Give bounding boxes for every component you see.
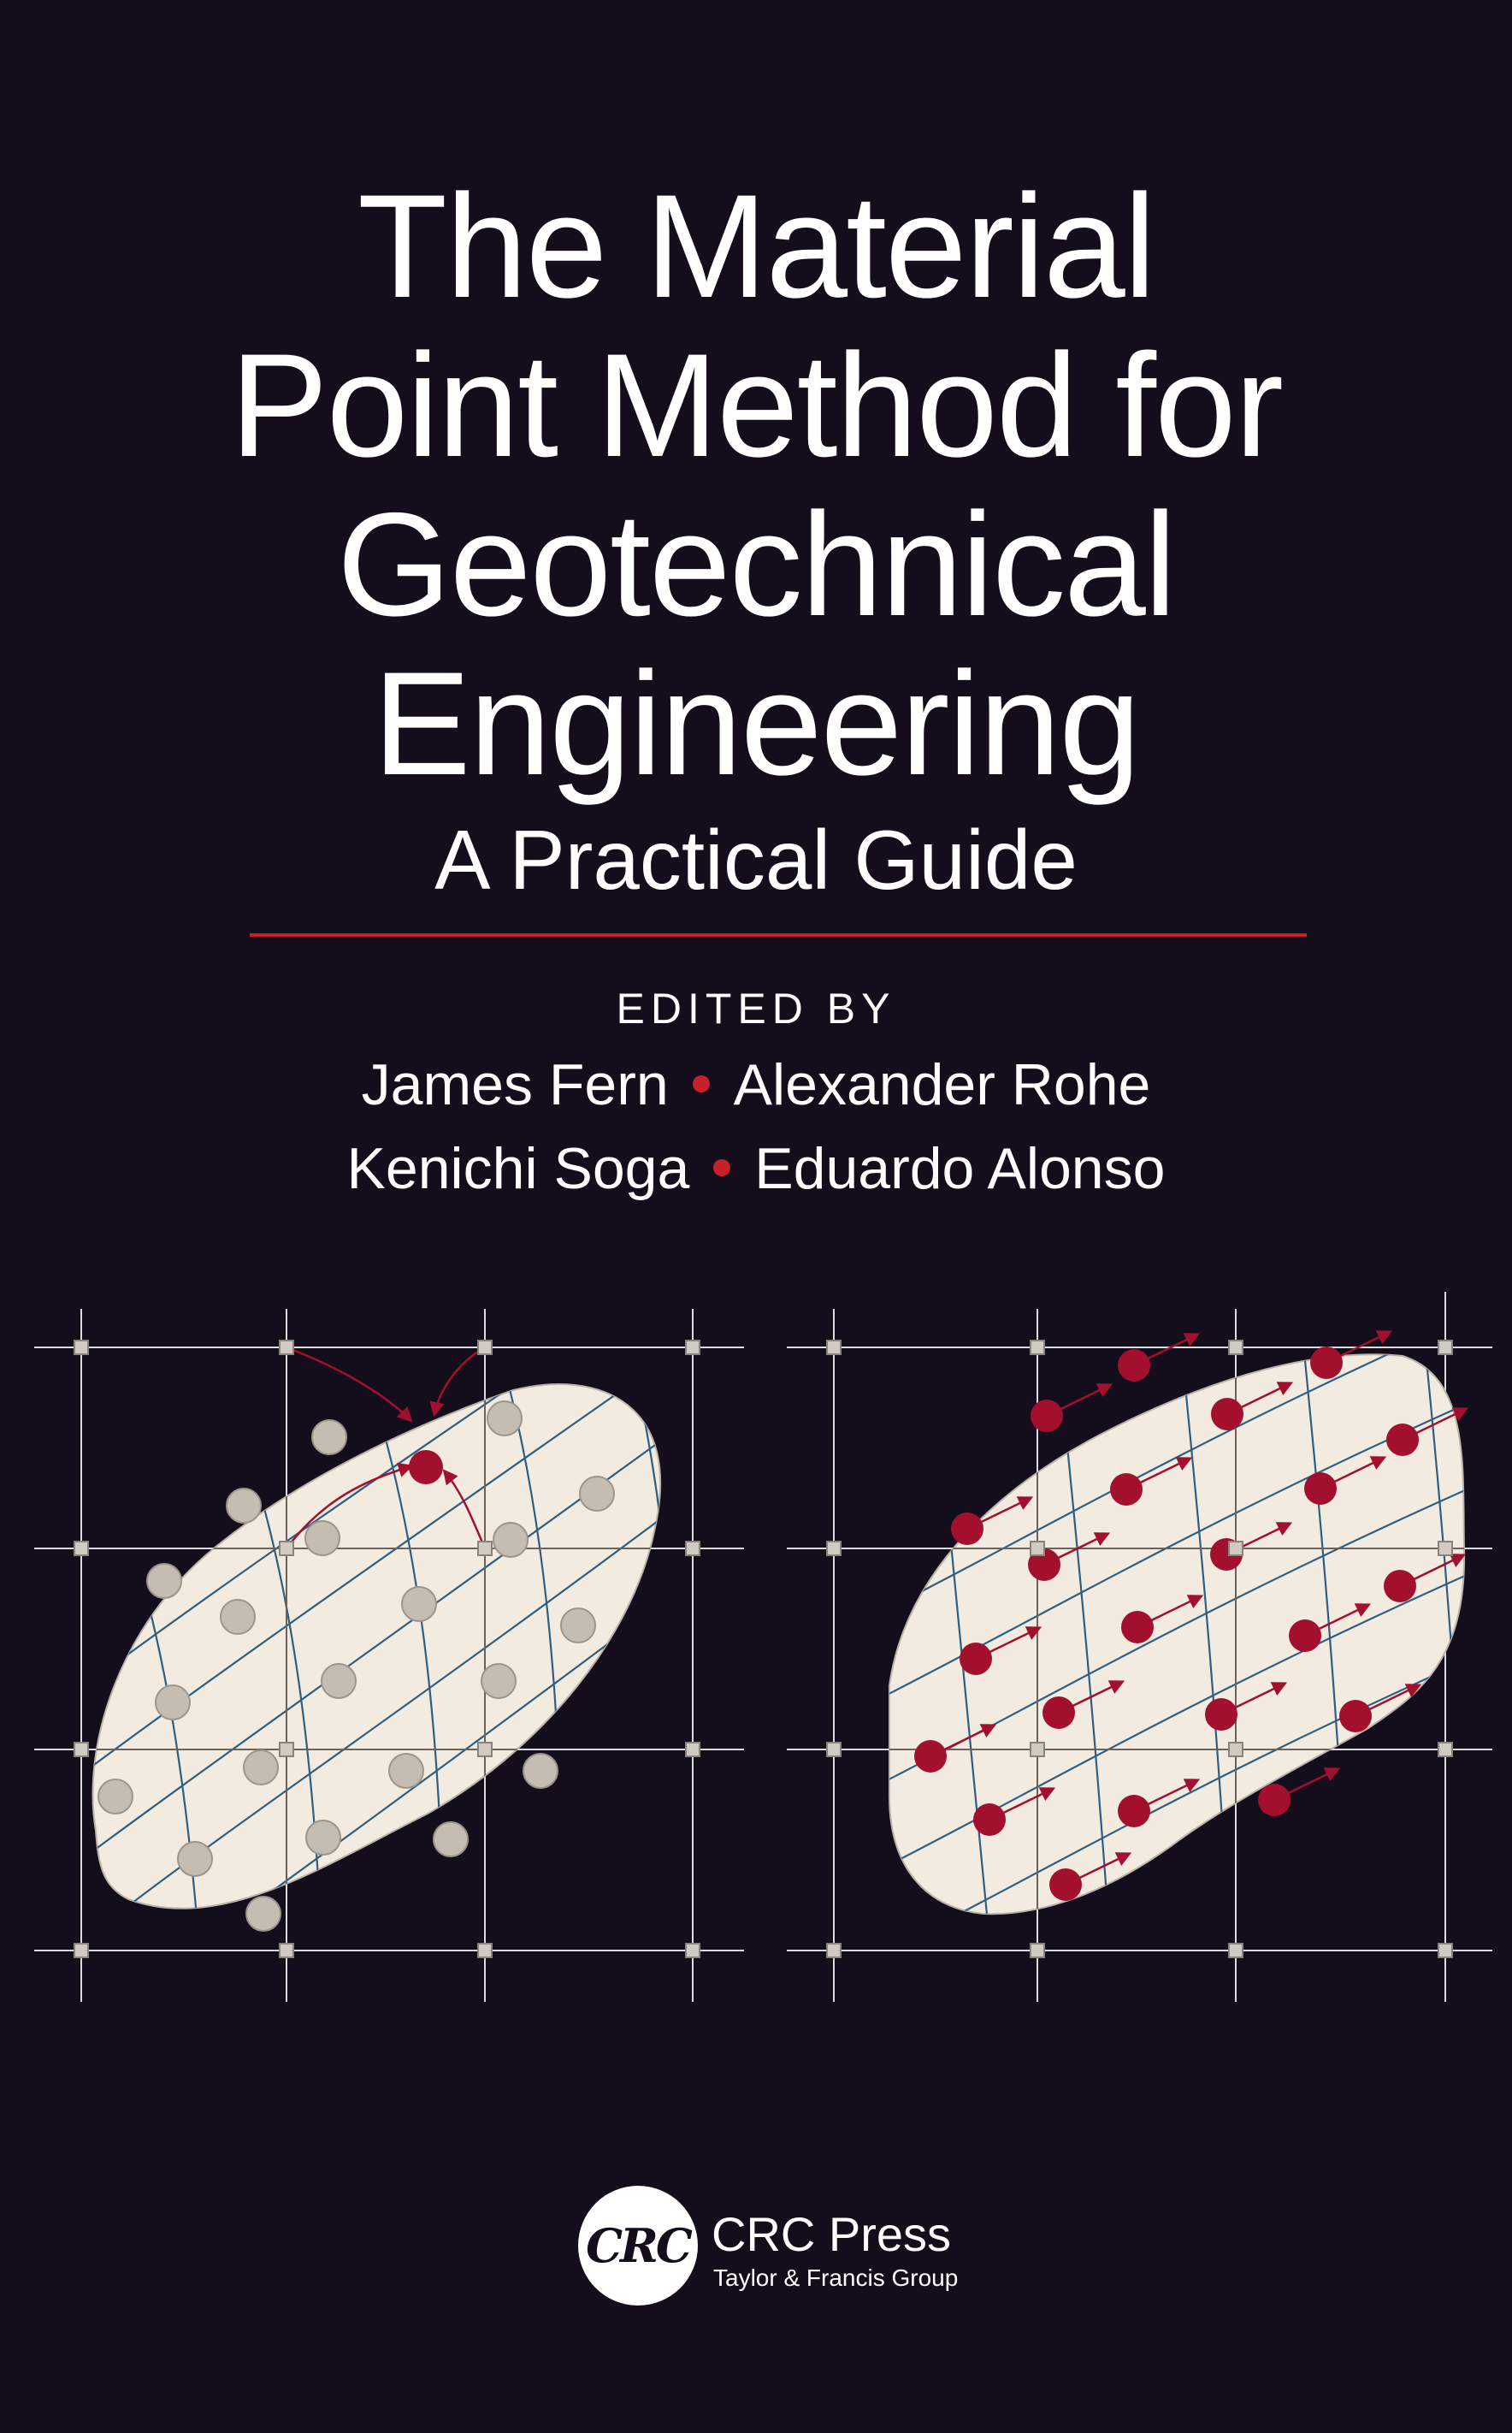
subtitle: A Practical Guide bbox=[434, 813, 1078, 907]
crc-logo-text: CRC bbox=[586, 2218, 690, 2273]
right-material-body bbox=[889, 1354, 1464, 1914]
editor-name: James Fern bbox=[361, 1052, 669, 1117]
divider-rule bbox=[250, 933, 1307, 937]
title-line-2: Point Method for bbox=[229, 323, 1283, 488]
publisher-group: Taylor & Francis Group bbox=[713, 2264, 959, 2291]
title-line-1: The Material bbox=[357, 164, 1155, 329]
separator-dot-icon bbox=[693, 1075, 710, 1092]
editor-name: Kenichi Soga bbox=[346, 1136, 690, 1201]
editors-row-2 bbox=[0, 1134, 1512, 1203]
separator-dot-icon bbox=[713, 1159, 730, 1176]
publisher-name: CRC Press bbox=[712, 2207, 952, 2261]
right-panel bbox=[787, 1266, 1492, 2002]
editors-row-1 bbox=[0, 1051, 1512, 1119]
title-line-4: Engineering bbox=[372, 642, 1140, 806]
editor-name: Eduardo Alonso bbox=[754, 1136, 1166, 1201]
title-line-3: Geotechnical bbox=[337, 482, 1175, 647]
left-panel bbox=[34, 1266, 744, 2036]
edited-by-label: EDITED BY bbox=[616, 985, 896, 1033]
crc-logo-icon bbox=[578, 2186, 698, 2306]
cover-illustration bbox=[0, 1266, 1512, 2036]
left-node-particle bbox=[409, 1450, 443, 1484]
editor-name: Alexander Rohe bbox=[733, 1052, 1151, 1117]
